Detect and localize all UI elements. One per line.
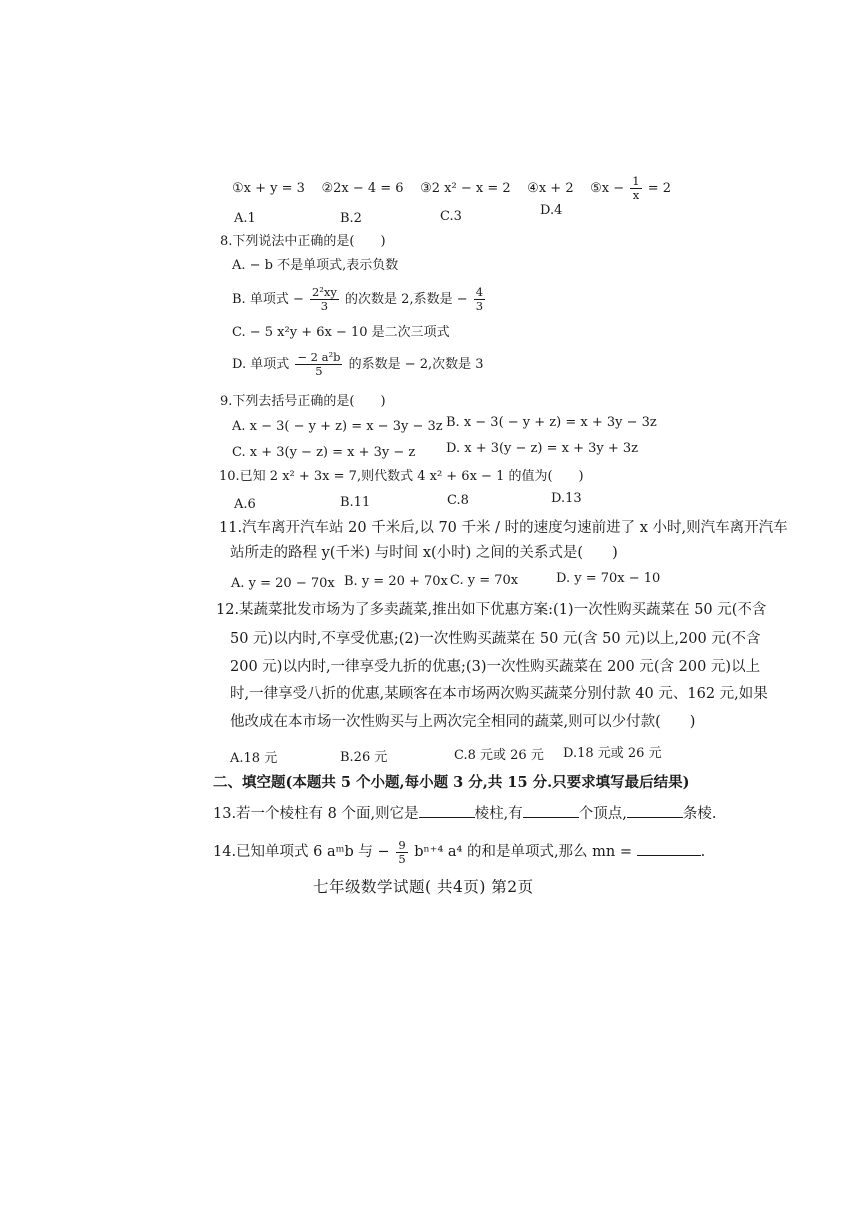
q12-option-d: D.18 元或 26 元 — [563, 746, 662, 761]
q12-line-3: 200 元)以内时,一律享受九折的优惠;(3)一次性购买蔬菜在 200 元(含 200 元)以上 — [230, 659, 761, 675]
q11-line-2: 站所走的路程 y(千米) 与时间 x(小时) 之间的关系式是( ) — [230, 545, 618, 561]
q8-stem: 8.下列说法中正确的是( ) — [220, 234, 386, 249]
q13-blank-1[interactable] — [419, 805, 475, 818]
q8-option-a: A. − b 不是单项式,表示负数 — [232, 258, 399, 273]
q10-option-b: B.11 — [340, 495, 371, 510]
q7-item-5-fraction: $\frac{1}{x}$ — [632, 174, 640, 202]
q10-stem: 10.已知 2 x² + 3x = 7,则代数式 4 x² + 6x − 1 的值为( ) — [219, 469, 584, 484]
q8-option-b: B. 单项式 − $\frac{\text{2²xy}}{3}$ 的次数是 2,系数是 − $\frac{4}{3}$ — [232, 285, 484, 313]
q7-item-3: ③2 x² − x = 2 — [420, 181, 511, 196]
q7-item-4: ④x + 2 — [527, 181, 574, 196]
q13: 13.若一个棱柱有 8 个面,则它是 棱柱,有 个顶点, 条棱. — [213, 806, 717, 822]
q8-d-fraction: $\frac{\text{− 2 a²b}}{5}$ — [297, 350, 341, 378]
q7-items: ①x + y = 3 ②2x − 4 = 6 ③2 x² − x = 2 ④x + 2 ⑤x − $\frac{1}{x}$ = 2 — [232, 174, 672, 202]
q7-item-5: ⑤x − — [590, 181, 625, 196]
q7-item-1: ①x + y = 3 — [232, 181, 305, 196]
q13-blank-2[interactable] — [523, 805, 579, 818]
q12-line-5: 他改成在本市场一次性购买与上两次完全相同的蔬菜,则可以少付款( ) — [230, 714, 696, 730]
q14-fraction: $\frac{9}{5}$ — [398, 837, 406, 866]
q7-option-a: A.1 — [234, 211, 256, 226]
section-2-heading: 二、填空题(本题共 5 个小题,每小题 3 分,共 15 分.只要求填写最后结果) — [213, 774, 690, 791]
q9-option-a: A. x − 3( − y + z) = x − 3y − 3z — [232, 419, 443, 434]
q12-line-4: 时,一律享受八折的优惠,某顾客在本市场两次购买蔬菜分别付款 40 元、162 元,如果 — [230, 686, 768, 702]
q7-item-2: ②2x − 4 = 6 — [321, 181, 404, 196]
q7-option-b: B.2 — [340, 211, 362, 226]
q9-option-b: B. x − 3( − y + z) = x + 3y − 3z — [446, 415, 657, 430]
q13-blank-3[interactable] — [627, 805, 683, 818]
q14-blank[interactable] — [637, 843, 701, 856]
page-footer: 七年级数学试题( 共4页) 第2页 — [313, 878, 534, 896]
q11-option-d: D. y = 70x − 10 — [556, 571, 661, 586]
q8-b-fraction-1: $\frac{\text{2²xy}}{3}$ — [311, 285, 337, 313]
q9-option-d: D. x + 3(y − z) = x + 3y + 3z — [446, 441, 639, 456]
q12-line-1: 12.某蔬菜批发市场为了多卖蔬菜,推出如下优惠方案:(1)一次性购买蔬菜在 50 元(不含 — [216, 602, 767, 618]
q12-option-c: C.8 元或 26 元 — [454, 748, 544, 763]
q11-option-b: B. y = 20 + 70x — [344, 574, 448, 589]
q10-option-d: D.13 — [551, 491, 582, 506]
q9-stem: 9.下列去括号正确的是( ) — [220, 394, 386, 409]
q10-option-c: C.8 — [447, 493, 469, 508]
q8-option-d: D. 单项式 $\frac{\text{− 2 a²b}}{5}$ 的系数是 − 2,次数是 3 — [232, 350, 484, 378]
q10-option-a: A.6 — [234, 497, 256, 512]
q9-option-c: C. x + 3(y − z) = x + 3y − z — [232, 445, 416, 460]
q12-option-b: B.26 元 — [340, 750, 388, 765]
q12-option-a: A.18 元 — [230, 751, 278, 766]
q12-line-2: 50 元)以内时,不享受优惠;(2)一次性购买蔬菜在 50 元(含 50 元)以上,200 元(不含 — [230, 631, 761, 647]
q14: 14.已知单项式 6 aᵐb 与 − $\frac{9}{5}$ bⁿ⁺⁴ a⁴ 的和是单项式,那么 mn = . — [213, 837, 706, 866]
q7-option-d: D.4 — [540, 203, 563, 218]
q8-b-fraction-2: $\frac{4}{3}$ — [475, 285, 484, 313]
q11-option-a: A. y = 20 − 70x — [231, 576, 335, 591]
q8-option-c: C. − 5 x²y + 6x − 10 是二次三项式 — [232, 325, 450, 340]
q11-option-c: C. y = 70x — [450, 573, 519, 588]
q7-option-c: C.3 — [440, 209, 462, 224]
q11-line-1: 11.汽车离开汽车站 20 千米后,以 70 千米 / 时的速度匀速前进了 x 小时,则汽车离开汽车 — [219, 520, 788, 536]
